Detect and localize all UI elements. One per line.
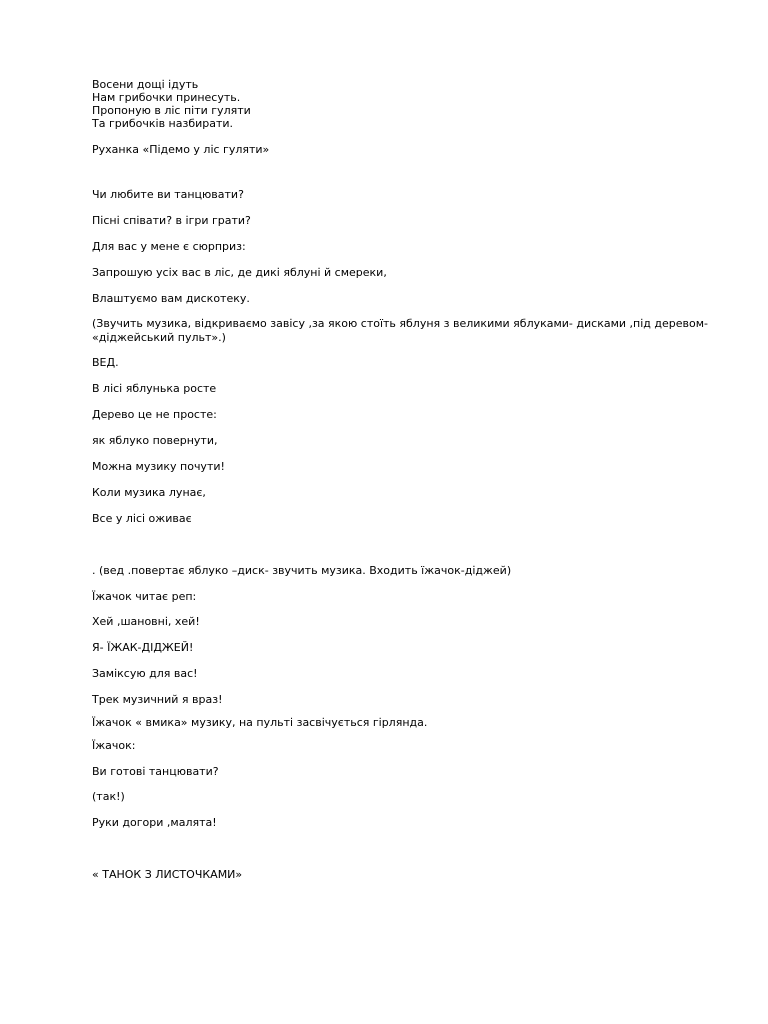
stage-direction: Їжачок « вмика» музику, на пульті засвічується гірлянда. <box>92 716 428 729</box>
stage-direction: (Звучить музика, відкриваємо завісу ,за якою стоїть яблуня з великими яблуками- дисками ,під деревом- «діджейський пульт».) <box>92 317 708 344</box>
paragraph: Запрошую усіх вас в ліс, де дикі яблуні й смереки, <box>92 266 387 279</box>
paragraph: Коли музика лунає, <box>92 486 206 499</box>
paragraph: (так!) <box>92 790 125 803</box>
verse <box>92 78 712 130</box>
paragraph: Ви готові танцювати? <box>92 765 219 778</box>
speaker-label: Їжачок: <box>92 739 136 752</box>
paragraph: Руки догори ,малята! <box>92 816 217 829</box>
paragraph: Дерево це не просте: <box>92 408 217 421</box>
verse-line: Нам грибочки принесуть. <box>92 91 241 104</box>
paragraph: Для вас у мене є сюрприз: <box>92 240 246 253</box>
paragraph: Їжачок читає реп: <box>92 590 197 603</box>
paragraph: Все у лісі оживає <box>92 512 192 525</box>
paragraph: Пісні співати? в ігри грати? <box>92 214 251 227</box>
paragraph: Заміксую для вас! <box>92 667 198 680</box>
paragraph: Трек музичний я враз! <box>92 693 223 706</box>
paragraph: Чи любите ви танцювати? <box>92 188 244 201</box>
dance-heading: « ТАНОК З ЛИСТОЧКАМИ» <box>92 868 243 881</box>
paragraph: як яблуко повернути, <box>92 434 218 447</box>
paragraph: Влаштуємо вам дискотеку. <box>92 292 250 305</box>
paragraph: Хей ,шановні, хей! <box>92 615 200 628</box>
verse-line: Пропоную в ліс піти гуляти <box>92 104 251 117</box>
stage-direction: . (вед .повертає яблуко –диск- звучить музика. Входить їжачок-діджей) <box>92 564 512 577</box>
verse-line: Восени дощі ідуть <box>92 78 199 91</box>
verse-line: Та грибочків назбирати. <box>92 117 234 130</box>
speaker-label: ВЕД. <box>92 356 119 369</box>
paragraph: Я- ЇЖАК-ДІДЖЕЙ! <box>92 641 194 654</box>
paragraph: Можна музику почути! <box>92 460 225 473</box>
activity-heading: Руханка «Підемо у ліс гуляти» <box>92 143 270 156</box>
paragraph: В лісі яблунька росте <box>92 382 217 395</box>
